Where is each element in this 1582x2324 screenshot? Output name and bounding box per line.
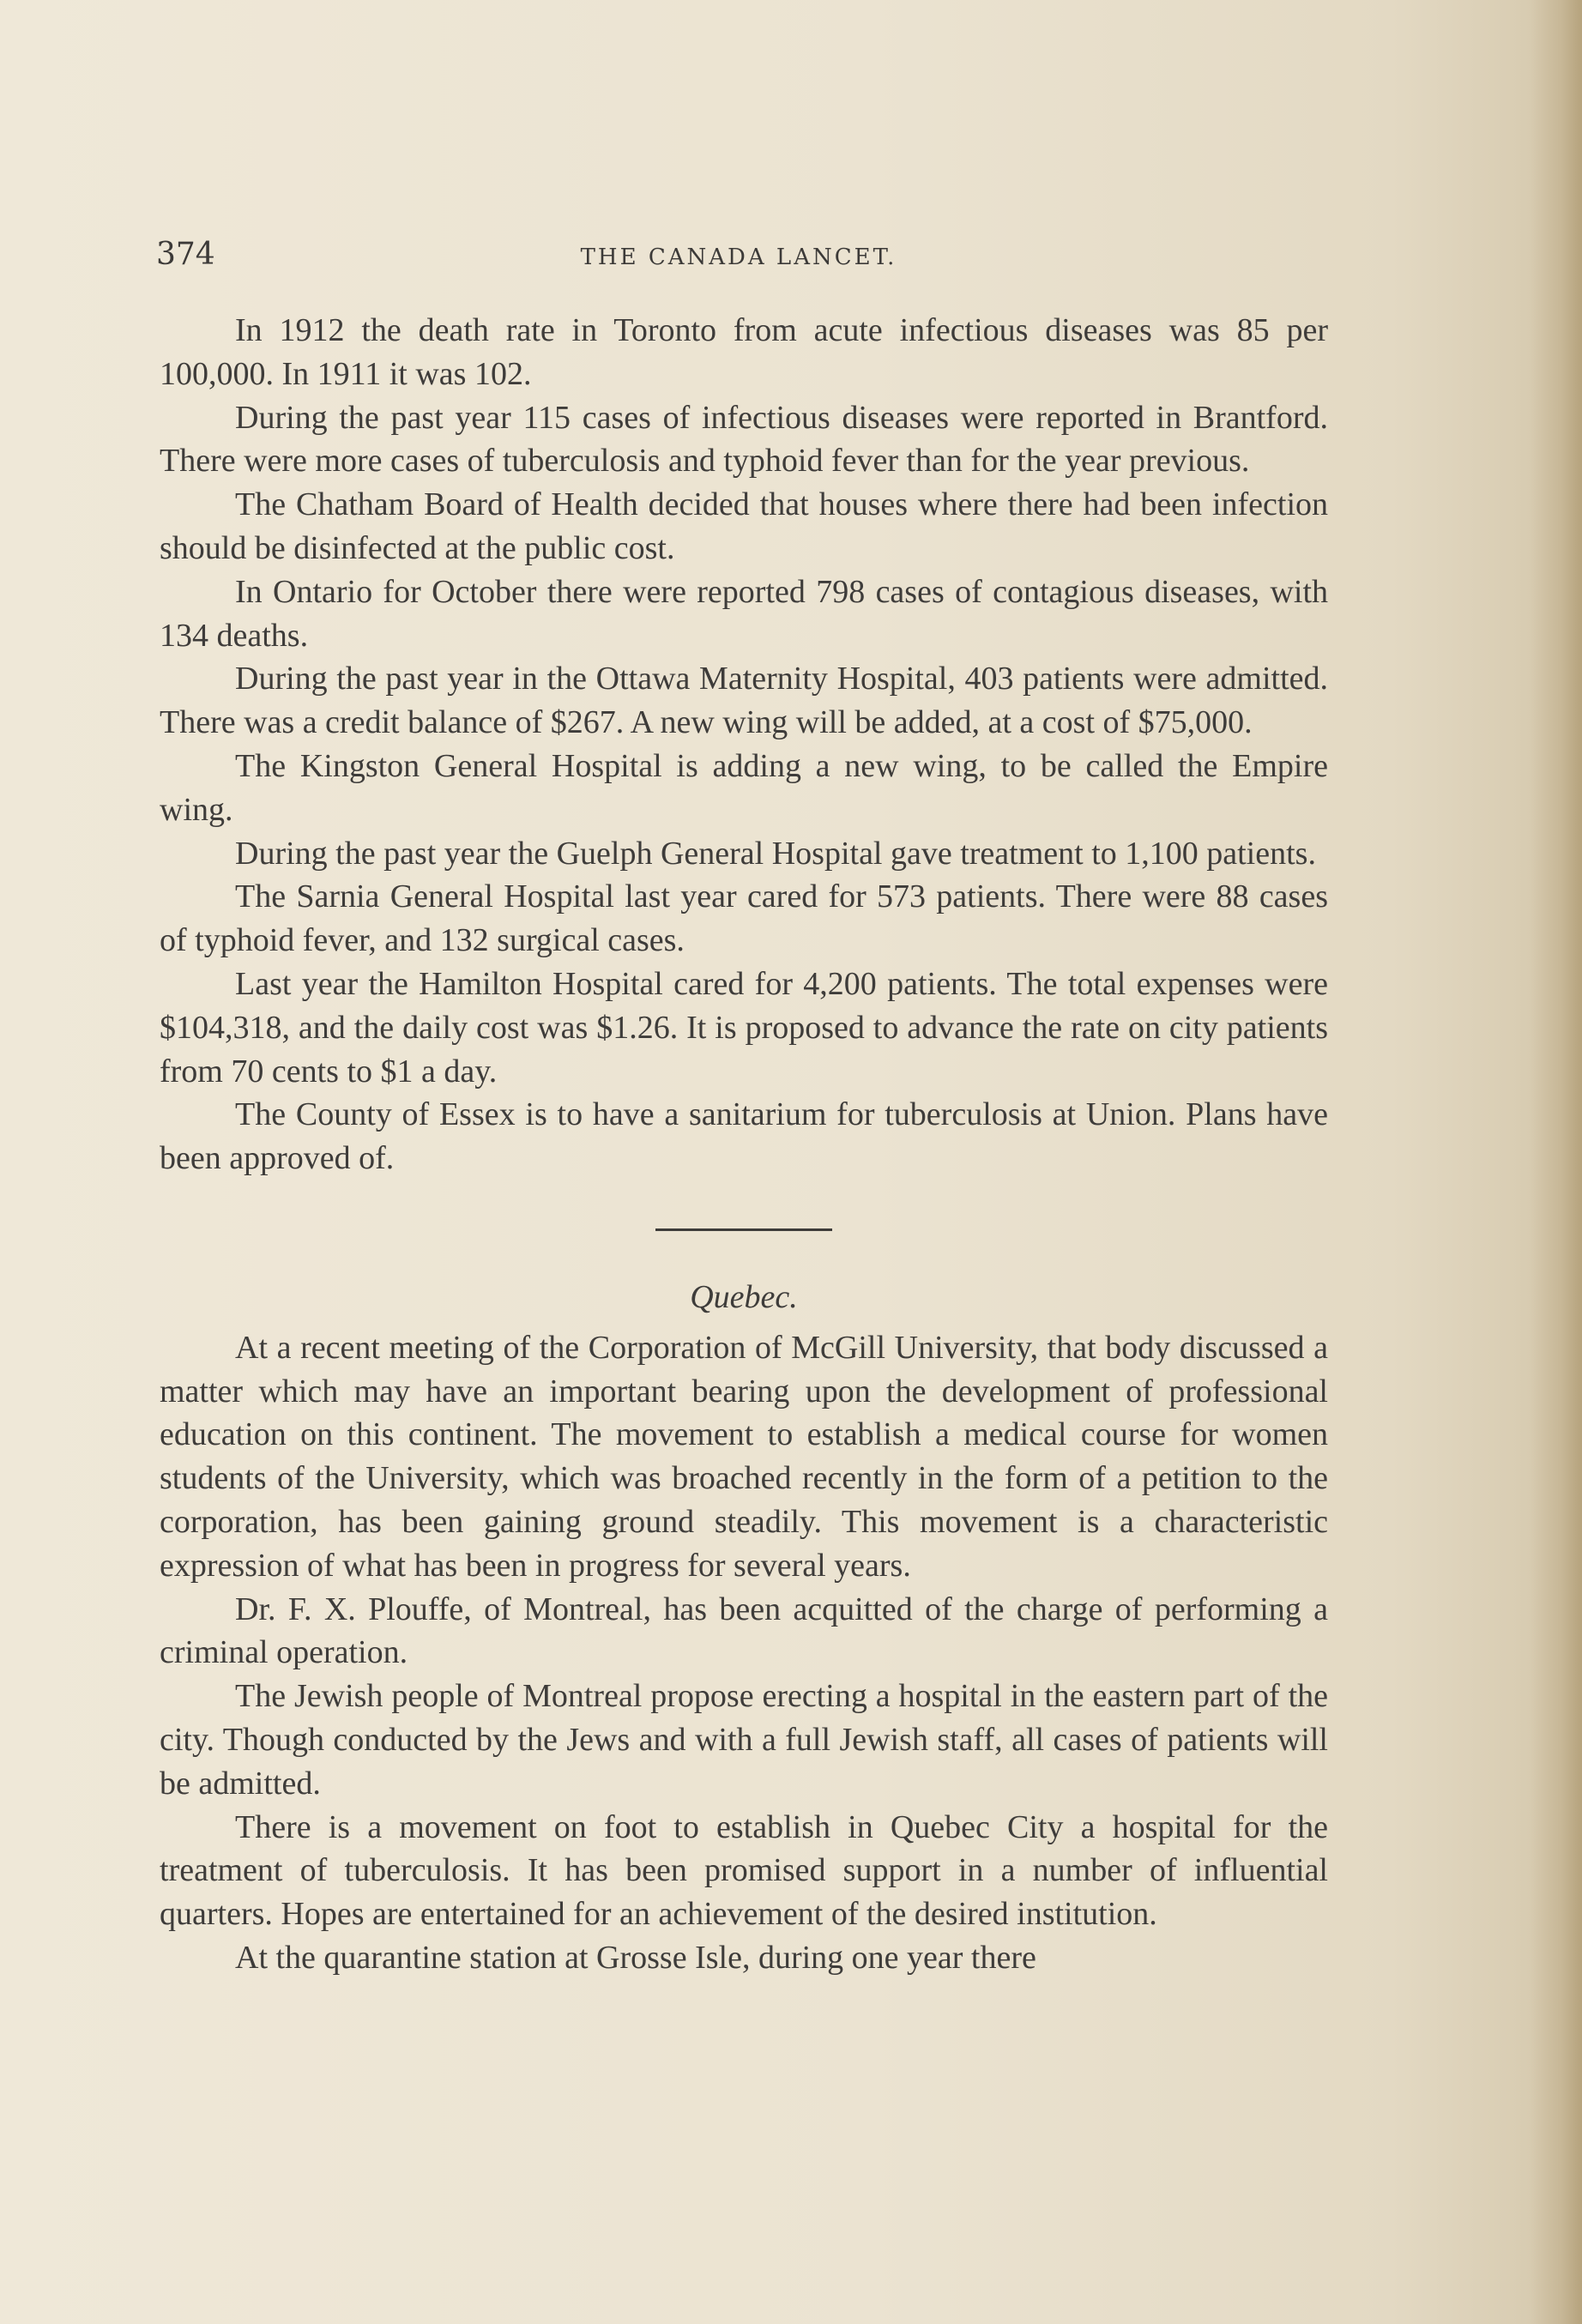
paragraph: At a recent meeting of the Corporation of McGill University, that body discussed a matter which may have an important bearing upon the development of professional education on this continent. The movement to establish a medical course for women students of the University, which was broached recently in the form of a petition to the corporation, has been gaining ground steadily. This movement is a characteristic expression of what has been in progress for several years. — [160, 1329, 1328, 1584]
ontario-section — [160, 309, 1328, 1180]
page-body — [160, 309, 1328, 1980]
paragraph: The Jewish people of Montreal propose erecting a hospital in the eastern part of the city. Though conducted by the Jews and with a full Jewish staff, all cases of patients will be admitted. — [160, 1678, 1328, 1802]
section-divider — [655, 1228, 832, 1231]
page-header — [156, 233, 1321, 276]
paragraph: The Sarnia General Hospital last year cared for 573 patients. There were 88 cases of typhoid fever, and 132 surgical cases. — [160, 878, 1328, 959]
paragraph: At the quarantine station at Grosse Isle, during one year there — [235, 1939, 1036, 1976]
paragraph: The Chatham Board of Health decided that houses where there had been infection should be disinfected at the public cost. — [160, 486, 1328, 566]
paragraph: Last year the Hamilton Hospital cared for 4,200 patients. The total expenses were $104,318, and the daily cost was $1.26. It is proposed to advance the rate on city patients from 70 cents to $1 a day. — [160, 965, 1328, 1090]
paragraph: During the past year the Guelph General Hospital gave treatment to 1,100 patients. — [235, 835, 1316, 872]
page-number: 374 — [156, 237, 215, 272]
paragraph: During the past year 115 cases of infectious diseases were reported in Brantford. There were more cases of tuberculosis and typhoid fever than for the year previous. — [160, 399, 1328, 480]
paragraph: In Ontario for October there were reported 798 cases of contagious diseases, with 134 deaths. — [160, 573, 1328, 654]
page-edge-shadow — [1531, 0, 1582, 2324]
paragraph: There is a movement on foot to establish in Quebec City a hospital for the treatment of tuberculosis. It has been promised support in a number of influential quarters. Hopes are entertained for an achievement of the desired institution. — [160, 1808, 1328, 1933]
paragraph: Dr. F. X. Plouffe, of Montreal, has been acquitted of the charge of performing a criminal operation. — [160, 1591, 1328, 1671]
section-title: Quebec. — [690, 1278, 798, 1315]
paragraph: The County of Essex is to have a sanitarium for tuberculosis at Union. Plans have been approved of. — [160, 1096, 1328, 1177]
running-title: THE CANADA LANCET. — [580, 244, 897, 270]
paragraph: In 1912 the death rate in Toronto from acute infectious diseases was 85 per 100,000. In 1911 it was 102. — [160, 312, 1328, 392]
paragraph: During the past year in the Ottawa Maternity Hospital, 403 patients were admitted. There was a credit balance of $267. A new wing will be added, at a cost of $75,000. — [160, 661, 1328, 741]
paragraph: The Kingston General Hospital is adding a new wing, to be called the Empire wing. — [160, 747, 1328, 828]
quebec-section — [160, 1276, 1328, 1980]
